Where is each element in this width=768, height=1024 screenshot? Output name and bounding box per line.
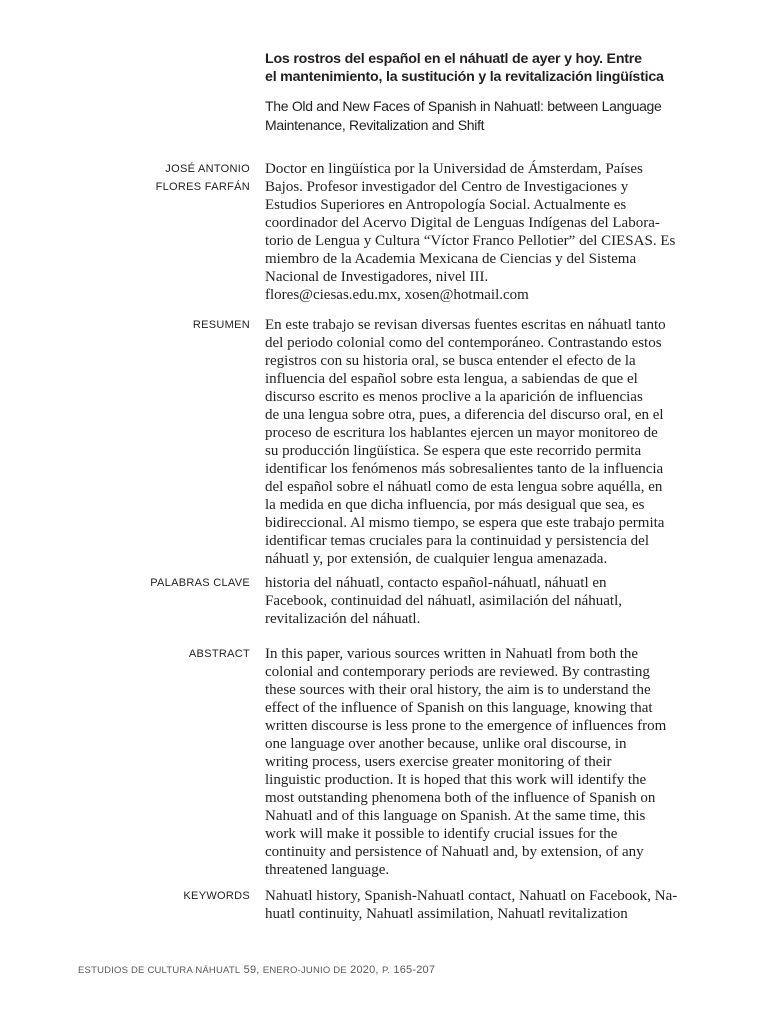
abstract-label: ABSTRACT bbox=[188, 648, 250, 660]
keywords-text: Nahuatl history, Spanish-Nahuatl contact, Nahuatl on Facebook, Na- huatl continuity, Nahuatl assimilation, Nahuatl revitalization bbox=[265, 888, 678, 922]
footer-pages: 165-207 bbox=[393, 964, 436, 976]
resumen-label: RESUMEN bbox=[192, 319, 250, 331]
title-block bbox=[265, 50, 695, 135]
author-name-label: JOSÉ ANTONIO FLORES FARFÁN bbox=[155, 163, 250, 193]
footer-issue: 59, bbox=[243, 964, 260, 976]
palabras-clave-label: PALABRAS CLAVE bbox=[150, 577, 250, 589]
author-bio: Doctor en lingüística por la Universidad de Ámsterdam, Países Bajos. Profesor investigador del Centro de Investigaciones y Estudios Superiores en Antropología Social. Actualmente es coordinador del Acervo Digital de Lenguas Indígenas del Labora- torio de Lengua y Cultura “Víctor Franco Pellotier” del CIESAS. Es miembro de la Academia Mexicana de Ciencias y del Sistema Nacional de Investigadores, nivel III. flores@ciesas.edu.mx, xosen@hotmail.com bbox=[265, 161, 676, 303]
footer-year: 2020, bbox=[350, 964, 379, 976]
footer-pages-prefix: P. bbox=[381, 965, 391, 976]
page-footer bbox=[78, 964, 435, 976]
resumen-text: En este trabajo se revisan diversas fuentes escritas en náhuatl tanto del periodo colonial como del contemporáneo. Contrastando estos registros con su historia oral, se busca entender el efecto de la influencia del español sobre esta lengua, a sabiendas de que el discurso escrito es menos proclive a la aparición de influencias de una lengua sobre otra, pues, a diferencia del discurso oral, en el proceso de escritura los hablantes ejercen un mayor monitoreo de su producción lingüística. Se espera que este recorrido permita identificar los fenómenos más sobresalientes tanto de la influencia del español sobre el náhuatl como de esta lengua sobre aquélla, en la medida en que dicha influencia, por más desigual que sea, es bidireccional. Al mismo tiempo, se espera que este trabajo permita identificar temas cruciales para la continuidad y persistencia del náhuatl y, por extensión, de cualquier lengua amenazada. bbox=[265, 317, 666, 567]
footer-period: ENERO-JUNIO DE bbox=[262, 965, 347, 976]
footer-journal: ESTUDIOS DE CULTURA NÁHUATL bbox=[78, 965, 241, 976]
keywords-label: KEYWORDS bbox=[183, 890, 250, 902]
abstract-text: In this paper, various sources written in Nahuatl from both the colonial and contemporary periods are reviewed. By contrasting these sources with their oral history, the aim is to understand the effect of the influence of Spanish on this language, knowing that written discourse is less prone to the emergence of influences from one language over another because, unlike oral discourse, in writing process, users exercise greater monitoring of their linguistic production. It is hoped that this work will identify the most outstanding phenomena both of the influence of Spanish on Nahuatl and of this language on Spanish. At the same time, this work will make it possible to identify crucial issues for the continuity and persistence of Nahuatl and, by extension, of any threatened language. bbox=[265, 646, 667, 878]
title-spanish: Los rostros del español en el náhuatl de ayer y hoy. Entre el mantenimiento, la sustitución y la revitalización lingüística bbox=[265, 51, 664, 85]
title-english: The Old and New Faces of Spanish in Nahuatl: between Language Maintenance, Revitalization and Shift bbox=[265, 98, 662, 133]
palabras-clave-text: historia del náhuatl, contacto español-náhuatl, náhuatl en Facebook, continuidad del náhuatl, asimilación del náhuatl, revitalización del náhuatl. bbox=[265, 575, 622, 627]
